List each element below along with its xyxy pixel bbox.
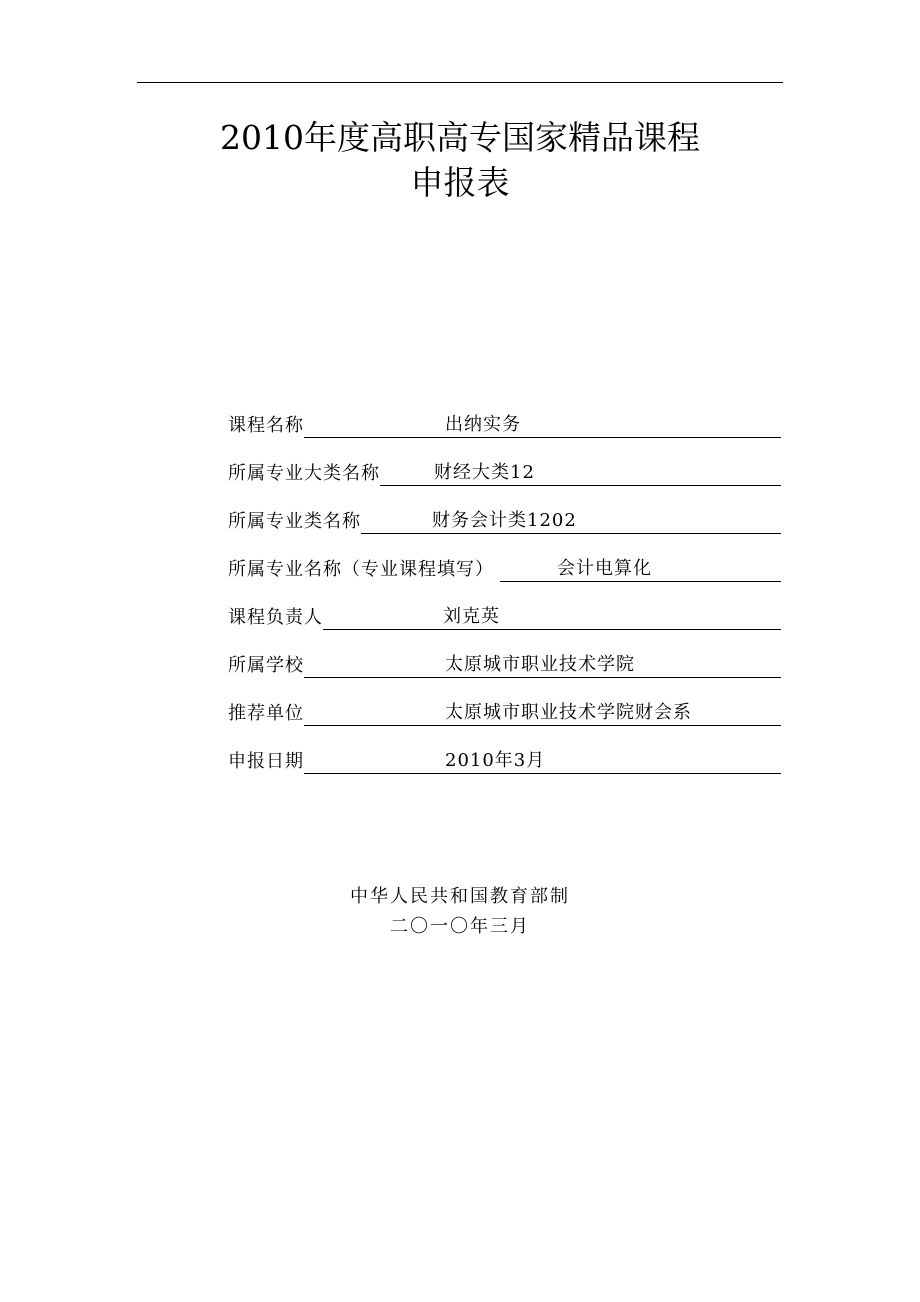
field-recommending-unit xyxy=(228,696,781,726)
field-label: 课程名称 xyxy=(228,415,304,436)
field-course-name xyxy=(228,408,781,438)
field-label: 所属专业大类名称 xyxy=(228,463,380,484)
field-label: 推荐单位 xyxy=(228,703,304,724)
issue-date-text: 二〇一〇年三月 xyxy=(390,916,530,937)
field-underline xyxy=(361,509,781,534)
field-school xyxy=(228,648,781,678)
field-label: 课程负责人 xyxy=(228,607,323,628)
field-label: 所属学校 xyxy=(228,655,304,676)
field-value: 出纳实务 xyxy=(445,414,521,435)
field-label: 所属专业名称（专业课程填写） xyxy=(228,559,494,580)
top-divider xyxy=(137,82,783,83)
field-value: 太原城市职业技术学院财会系 xyxy=(445,702,692,723)
issuer-text: 中华人民共和国教育部制 xyxy=(350,886,570,907)
field-value: 2010年3月 xyxy=(445,750,546,771)
field-major-name xyxy=(228,552,781,582)
field-value: 财务会计类1202 xyxy=(432,510,577,531)
field-underline xyxy=(500,557,781,582)
document-title: 2010年度高职高专国家精品课程 xyxy=(220,118,700,157)
field-value: 刘克英 xyxy=(443,606,500,627)
field-underline xyxy=(380,461,781,486)
field-label: 申报日期 xyxy=(228,751,304,772)
field-value: 会计电算化 xyxy=(557,558,652,579)
field-major-category xyxy=(228,456,781,486)
field-value: 太原城市职业技术学院 xyxy=(445,654,635,675)
field-major-class xyxy=(228,504,781,534)
field-underline xyxy=(304,701,781,726)
field-underline xyxy=(323,605,781,630)
field-label: 所属专业类名称 xyxy=(228,511,361,532)
field-underline xyxy=(304,749,781,774)
field-course-leader xyxy=(228,600,781,630)
field-application-date xyxy=(228,744,781,774)
field-underline xyxy=(304,413,781,438)
document-subtitle: 申报表 xyxy=(410,163,510,202)
field-underline xyxy=(304,653,781,678)
field-value: 财经大类12 xyxy=(434,462,535,483)
